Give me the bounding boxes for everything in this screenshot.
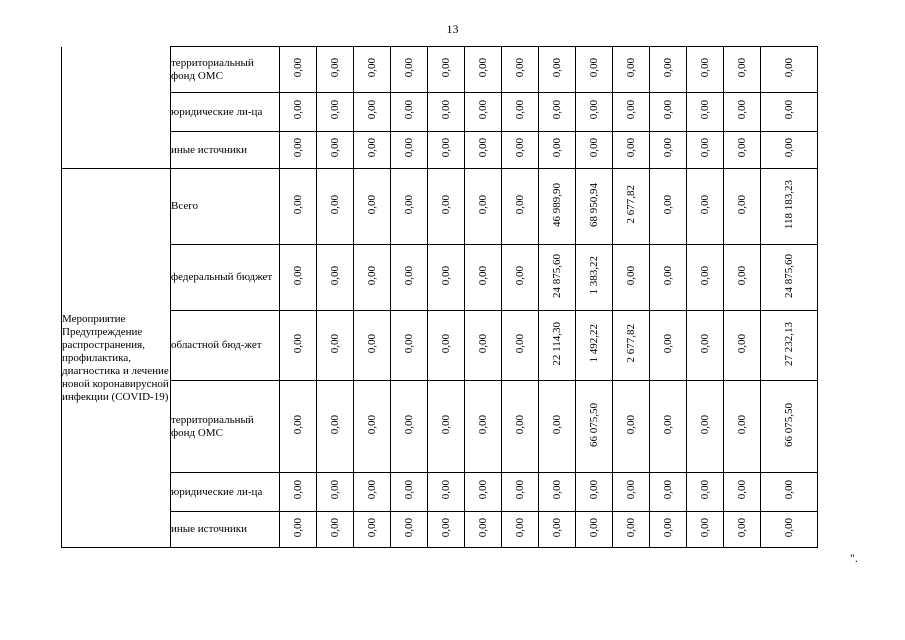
- value-text: 0,00: [365, 57, 378, 78]
- value-text: 0,00: [735, 265, 748, 286]
- value-text: 0,00: [661, 333, 674, 354]
- value-cell: [465, 169, 502, 245]
- value-text: 0,00: [291, 480, 304, 500]
- value-text: 0,00: [513, 333, 526, 354]
- value-cell: [650, 512, 687, 548]
- value-text: 0,00: [328, 57, 341, 78]
- value-text: 0,00: [365, 100, 378, 120]
- value-text: 0,00: [698, 265, 711, 286]
- value-text: 0,00: [439, 57, 452, 78]
- value-cell: [761, 473, 818, 512]
- value-text: 0,00: [513, 194, 526, 215]
- value-text: 0,00: [402, 194, 415, 215]
- closing-quote: ".: [850, 551, 858, 565]
- value-text: 0,00: [476, 333, 489, 354]
- value-text: 0,00: [439, 414, 452, 435]
- value-cell: [465, 381, 502, 473]
- value-cell: [724, 47, 761, 93]
- value-text: 0,00: [550, 414, 563, 435]
- value-cell: [650, 47, 687, 93]
- value-cell: [650, 473, 687, 512]
- value-cell: [354, 381, 391, 473]
- value-text: 0,00: [439, 517, 452, 538]
- value-text: 0,00: [476, 100, 489, 120]
- value-text: 0,00: [782, 480, 795, 500]
- funding-source-cell: иные источники: [171, 132, 280, 169]
- funding-source-cell: Всего: [171, 169, 280, 245]
- value-text: 2 677,82: [624, 185, 637, 224]
- value-cell: [687, 512, 724, 548]
- value-cell: [280, 473, 317, 512]
- value-cell: [539, 132, 576, 169]
- value-cell: [502, 473, 539, 512]
- value-cell: [687, 47, 724, 93]
- value-cell: [687, 93, 724, 132]
- value-text: 0,00: [439, 265, 452, 286]
- value-cell: [280, 381, 317, 473]
- value-text: 0,00: [402, 333, 415, 354]
- table-row: [62, 169, 818, 245]
- value-cell: [576, 245, 613, 311]
- value-text: 0,00: [550, 480, 563, 500]
- value-cell: [502, 381, 539, 473]
- table-row: [62, 245, 818, 311]
- value-text: 0,00: [782, 138, 795, 158]
- value-text: 2 677,82: [624, 324, 637, 363]
- funding-source-cell: федеральный бюджет: [171, 245, 280, 311]
- value-cell: [613, 132, 650, 169]
- value-text: 0,00: [735, 138, 748, 158]
- funding-source-cell: территориальный фонд ОМС: [171, 47, 280, 93]
- value-text: 0,00: [328, 194, 341, 215]
- value-cell: [724, 381, 761, 473]
- value-cell: [465, 132, 502, 169]
- value-text: 0,00: [513, 100, 526, 120]
- value-cell: [539, 245, 576, 311]
- value-text: 0,00: [476, 194, 489, 215]
- value-text: 0,00: [735, 100, 748, 120]
- value-cell: [354, 93, 391, 132]
- funding-source-cell: юридические ли-ца: [171, 473, 280, 512]
- value-text: 0,00: [328, 414, 341, 435]
- value-cell: [687, 473, 724, 512]
- value-cell: [761, 47, 818, 93]
- value-cell: [539, 93, 576, 132]
- value-cell: [724, 512, 761, 548]
- value-text: 0,00: [661, 57, 674, 78]
- value-text: 0,00: [698, 480, 711, 500]
- value-cell: [502, 311, 539, 381]
- table-row: [62, 512, 818, 548]
- value-cell: [280, 132, 317, 169]
- table-row: [62, 93, 818, 132]
- value-cell: [502, 512, 539, 548]
- value-cell: [576, 47, 613, 93]
- financing-table: [61, 46, 818, 548]
- value-text: 0,00: [439, 100, 452, 120]
- table-row: [62, 381, 818, 473]
- value-text: 0,00: [402, 57, 415, 78]
- value-cell: [502, 132, 539, 169]
- value-cell: [317, 169, 354, 245]
- value-cell: [317, 311, 354, 381]
- value-cell: [539, 512, 576, 548]
- value-text: 24 875,60: [550, 253, 563, 298]
- value-text: 0,00: [365, 194, 378, 215]
- value-cell: [613, 311, 650, 381]
- value-cell: [724, 169, 761, 245]
- value-cell: [280, 245, 317, 311]
- value-text: 0,00: [402, 265, 415, 286]
- funding-source-cell: областной бюд-жет: [171, 311, 280, 381]
- value-cell: [650, 169, 687, 245]
- value-cell: [428, 169, 465, 245]
- value-cell: [687, 381, 724, 473]
- value-text: 0,00: [698, 138, 711, 158]
- page-number: 13: [446, 22, 459, 36]
- value-cell: [650, 381, 687, 473]
- value-text: 0,00: [513, 57, 526, 78]
- value-cell: [317, 512, 354, 548]
- value-text: 0,00: [782, 517, 795, 538]
- value-text: 0,00: [328, 480, 341, 500]
- value-cell: [354, 473, 391, 512]
- value-cell: [576, 381, 613, 473]
- value-text: 0,00: [624, 480, 637, 500]
- value-cell: [391, 47, 428, 93]
- funding-source-cell: территориальный фонд ОМС: [171, 381, 280, 473]
- value-text: 0,00: [291, 57, 304, 78]
- value-cell: [317, 47, 354, 93]
- value-cell: [428, 381, 465, 473]
- value-text: 0,00: [402, 480, 415, 500]
- value-text: 46 989,90: [550, 182, 563, 227]
- value-cell: [280, 47, 317, 93]
- value-cell: [539, 311, 576, 381]
- value-cell: [391, 512, 428, 548]
- value-text: 0,00: [365, 265, 378, 286]
- value-text: 0,00: [661, 517, 674, 538]
- value-text: 0,00: [328, 138, 341, 158]
- value-cell: [613, 381, 650, 473]
- value-cell: [317, 245, 354, 311]
- value-cell: [650, 93, 687, 132]
- table-body: [62, 47, 818, 548]
- value-text: 0,00: [661, 100, 674, 120]
- value-text: 0,00: [476, 480, 489, 500]
- value-cell: [391, 245, 428, 311]
- value-text: 0,00: [402, 414, 415, 435]
- value-text: 0,00: [587, 100, 600, 120]
- value-text: 1 383,22: [587, 256, 600, 295]
- value-text: 0,00: [735, 333, 748, 354]
- value-text: 0,00: [365, 138, 378, 158]
- value-cell: [354, 311, 391, 381]
- value-text: 27 232,13: [782, 321, 795, 366]
- value-cell: [724, 132, 761, 169]
- value-cell: [539, 473, 576, 512]
- value-cell: [465, 93, 502, 132]
- value-text: 0,00: [587, 517, 600, 538]
- value-cell: [465, 473, 502, 512]
- value-cell: [761, 381, 818, 473]
- table-row: [62, 473, 818, 512]
- value-cell: [761, 311, 818, 381]
- value-text: 0,00: [439, 138, 452, 158]
- value-text: 0,00: [439, 333, 452, 354]
- value-text: 0,00: [476, 57, 489, 78]
- value-cell: [613, 512, 650, 548]
- value-text: 0,00: [476, 265, 489, 286]
- value-cell: [576, 473, 613, 512]
- value-text: 0,00: [550, 57, 563, 78]
- value-text: 0,00: [365, 517, 378, 538]
- value-text: 0,00: [735, 194, 748, 215]
- value-text: 0,00: [328, 265, 341, 286]
- value-text: 0,00: [587, 480, 600, 500]
- value-cell: [354, 132, 391, 169]
- value-cell: [391, 311, 428, 381]
- value-cell: [280, 512, 317, 548]
- value-text: 0,00: [291, 138, 304, 158]
- value-text: 0,00: [513, 414, 526, 435]
- value-cell: [687, 311, 724, 381]
- funding-source-cell: юридические ли-ца: [171, 93, 280, 132]
- value-text: 0,00: [291, 333, 304, 354]
- value-cell: [539, 169, 576, 245]
- table-row: [62, 47, 818, 93]
- value-cell: [724, 311, 761, 381]
- value-text: 0,00: [328, 100, 341, 120]
- value-text: 0,00: [291, 414, 304, 435]
- value-text: 0,00: [291, 100, 304, 120]
- value-text: 0,00: [550, 100, 563, 120]
- value-cell: [317, 381, 354, 473]
- value-text: 0,00: [661, 480, 674, 500]
- value-text: 0,00: [698, 333, 711, 354]
- value-cell: [428, 47, 465, 93]
- value-cell: [576, 512, 613, 548]
- value-cell: [354, 512, 391, 548]
- value-cell: [391, 473, 428, 512]
- value-cell: [354, 169, 391, 245]
- value-text: 0,00: [439, 480, 452, 500]
- value-text: 0,00: [735, 57, 748, 78]
- value-cell: [650, 132, 687, 169]
- value-cell: [391, 132, 428, 169]
- value-text: 0,00: [365, 480, 378, 500]
- table-row: [62, 311, 818, 381]
- value-text: 0,00: [698, 100, 711, 120]
- value-cell: [613, 93, 650, 132]
- table-row: [62, 132, 818, 169]
- value-text: 0,00: [365, 414, 378, 435]
- value-cell: [354, 245, 391, 311]
- value-text: 0,00: [365, 333, 378, 354]
- value-text: 66 075,50: [587, 402, 600, 447]
- value-cell: [428, 93, 465, 132]
- value-cell: [724, 473, 761, 512]
- value-cell: [465, 245, 502, 311]
- value-text: 0,00: [782, 100, 795, 120]
- value-cell: [613, 473, 650, 512]
- value-text: 0,00: [624, 265, 637, 286]
- value-cell: [687, 245, 724, 311]
- value-cell: [502, 245, 539, 311]
- value-cell: [354, 47, 391, 93]
- value-text: 0,00: [698, 57, 711, 78]
- value-text: 1 492,22: [587, 324, 600, 363]
- value-text: 0,00: [624, 517, 637, 538]
- value-cell: [613, 47, 650, 93]
- value-cell: [650, 245, 687, 311]
- value-text: 0,00: [550, 138, 563, 158]
- value-text: 0,00: [550, 517, 563, 538]
- value-text: 0,00: [328, 517, 341, 538]
- value-cell: [761, 132, 818, 169]
- value-text: 0,00: [476, 138, 489, 158]
- value-text: 0,00: [476, 414, 489, 435]
- value-text: 0,00: [698, 194, 711, 215]
- value-cell: [502, 169, 539, 245]
- value-text: 0,00: [782, 57, 795, 78]
- value-text: 0,00: [402, 138, 415, 158]
- value-cell: [502, 93, 539, 132]
- measure-cell: [62, 47, 171, 169]
- value-text: 0,00: [439, 194, 452, 215]
- value-text: 0,00: [698, 517, 711, 538]
- value-cell: [317, 473, 354, 512]
- value-cell: [391, 93, 428, 132]
- value-text: 0,00: [661, 138, 674, 158]
- value-cell: [724, 93, 761, 132]
- value-text: 0,00: [587, 57, 600, 78]
- value-cell: [428, 512, 465, 548]
- value-cell: [761, 512, 818, 548]
- value-text: 66 075,50: [782, 402, 795, 447]
- value-cell: [761, 245, 818, 311]
- value-cell: [576, 132, 613, 169]
- value-text: 0,00: [476, 517, 489, 538]
- value-cell: [576, 169, 613, 245]
- value-cell: [687, 169, 724, 245]
- value-cell: [280, 93, 317, 132]
- value-text: 0,00: [291, 517, 304, 538]
- value-cell: [724, 245, 761, 311]
- value-text: 0,00: [661, 265, 674, 286]
- value-text: 118 183,23: [782, 179, 795, 230]
- value-text: 0,00: [291, 265, 304, 286]
- value-text: 0,00: [587, 138, 600, 158]
- value-text: 0,00: [624, 100, 637, 120]
- value-cell: [428, 311, 465, 381]
- value-text: 0,00: [513, 265, 526, 286]
- value-text: 0,00: [624, 414, 637, 435]
- value-text: 0,00: [513, 517, 526, 538]
- value-cell: [613, 245, 650, 311]
- value-cell: [539, 381, 576, 473]
- value-cell: [502, 47, 539, 93]
- value-cell: [428, 245, 465, 311]
- value-cell: [428, 132, 465, 169]
- value-cell: [391, 381, 428, 473]
- value-text: 68 950,94: [587, 182, 600, 227]
- value-cell: [465, 311, 502, 381]
- value-text: 0,00: [328, 333, 341, 354]
- value-text: 22 114,30: [550, 321, 563, 366]
- value-cell: [576, 311, 613, 381]
- value-cell: [761, 169, 818, 245]
- value-text: 0,00: [661, 194, 674, 215]
- value-text: 0,00: [735, 414, 748, 435]
- value-text: 0,00: [513, 480, 526, 500]
- value-cell: [280, 311, 317, 381]
- value-text: 0,00: [291, 194, 304, 215]
- value-text: 0,00: [661, 414, 674, 435]
- value-cell: [576, 93, 613, 132]
- value-text: 0,00: [735, 480, 748, 500]
- value-text: 0,00: [402, 100, 415, 120]
- value-text: 0,00: [624, 138, 637, 158]
- value-cell: [280, 169, 317, 245]
- value-cell: [650, 311, 687, 381]
- value-cell: [687, 132, 724, 169]
- funding-source-cell: иные источники: [171, 512, 280, 548]
- value-cell: [391, 169, 428, 245]
- value-cell: [539, 47, 576, 93]
- value-cell: [317, 93, 354, 132]
- value-text: 0,00: [513, 138, 526, 158]
- value-cell: [761, 93, 818, 132]
- value-cell: [465, 512, 502, 548]
- value-cell: [428, 473, 465, 512]
- value-text: 0,00: [698, 414, 711, 435]
- measure-cell: Мероприятие Предупреждение распространения, профилактика, диагностика и лечение новой коронавирусной инфекции (COVID-19): [62, 169, 171, 548]
- value-cell: [613, 169, 650, 245]
- value-text: 0,00: [735, 517, 748, 538]
- value-cell: [317, 132, 354, 169]
- value-text: 24 875,60: [782, 253, 795, 298]
- value-text: 0,00: [402, 517, 415, 538]
- value-text: 0,00: [624, 57, 637, 78]
- value-cell: [465, 47, 502, 93]
